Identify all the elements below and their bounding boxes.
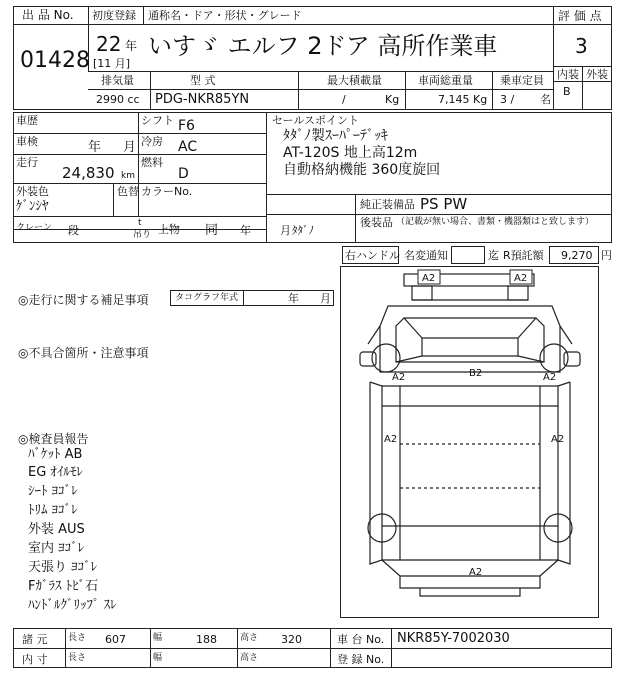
equipment-label: 純正装備品 — [360, 198, 415, 211]
capacity-label: 乗車定員 — [500, 74, 544, 87]
sales-line: AT-120S 地上高12m — [283, 145, 418, 161]
inspector-line: 外装 AUS — [28, 522, 85, 537]
inspector-line: ｼｰﾄ ﾖｺﾞﾚ — [28, 484, 78, 499]
aftermarket-label: 後装品 — [360, 216, 393, 229]
sales-line: 自動格納機能 360度旋回 — [283, 162, 441, 178]
sales-line: ﾀﾀﾞﾉ製ｽｰﾊﾟｰﾃﾞｯｷ — [283, 128, 388, 144]
dims-label: 諸 元 — [22, 633, 48, 646]
r-deposit-value: 9,270 — [561, 249, 593, 262]
inspector-line: Fｶﾞﾗｽ ﾄﾋﾞ石 — [28, 579, 99, 594]
inspection-month-unit: 月 — [123, 140, 137, 155]
history-label: 車歴 — [16, 114, 38, 127]
crane-label: クレーン — [16, 223, 52, 233]
aftermarket-note: （記載が無い場合、書類・機器類はと致します） — [396, 217, 595, 227]
interior-grade: B — [563, 85, 571, 98]
capacity-value: 3 / — [500, 93, 515, 106]
width-value: 188 — [196, 633, 217, 646]
registration-label: 登 録 No. — [337, 653, 385, 666]
body-year-unit: 年 — [240, 224, 251, 237]
length-label: 長さ — [68, 633, 87, 643]
height-label: 高さ — [240, 633, 259, 643]
truck-outline-diagram — [340, 266, 599, 618]
model-value: PDG-NKR85YN — [155, 92, 250, 107]
lot-no-label: 出 品 No. — [22, 8, 74, 22]
inner-height-label: 高さ — [240, 653, 259, 663]
body-maker: ﾀﾀﾞﾉ — [292, 224, 314, 237]
inspector-line: 天張り ﾖｺﾞﾚ — [28, 560, 98, 575]
chassis-label: 車 台 No. — [337, 633, 385, 646]
grade-score: 3 — [575, 34, 588, 58]
ac-label: 冷房 — [141, 135, 163, 148]
length-value: 607 — [105, 633, 126, 646]
capacity-unit: 名 — [540, 93, 551, 106]
body-value: 同 — [205, 223, 219, 238]
inspector-line: EG ｵｲﾙﾓﾚ — [28, 465, 83, 480]
defects-title: ◎不具合箇所・注意事項 — [18, 346, 149, 360]
tacho-month-unit: 月 — [320, 292, 331, 305]
color-change-label: 色替 — [117, 185, 139, 198]
exterior-color-label: 外装色 — [16, 185, 49, 198]
grade-label: 評 価 点 — [558, 9, 602, 23]
first-reg-year: 22 — [96, 32, 122, 56]
gross-weight-value: 7,145 Kg — [438, 93, 488, 106]
inner-length-label: 長さ — [68, 653, 87, 663]
body-month-unit: 月 — [280, 224, 291, 237]
first-reg-month: [11 月] — [93, 57, 131, 70]
driving-notes-title: ◎走行に関する補足事項 — [18, 293, 149, 307]
vehicle-name: いすゞ エルフ 2ドア 高所作業車 — [148, 32, 498, 60]
damage-mark: A2 — [514, 273, 528, 284]
height-value: 320 — [281, 633, 302, 646]
fuel-value: D — [178, 166, 189, 182]
deadline-label: 迄 — [488, 249, 499, 262]
sales-title: セールスポイント — [272, 114, 360, 127]
fuel-label: 燃料 — [141, 156, 163, 169]
tacho-year-unit: 年 — [288, 292, 299, 305]
first-reg-year-unit: 年 — [125, 39, 138, 53]
exterior-color-value: ｹﾞﾝｼﾔ — [16, 199, 49, 214]
exterior-label: 外装 — [586, 68, 608, 81]
damage-mark: A2 — [392, 372, 406, 383]
damage-mark: A2 — [384, 434, 398, 445]
mileage-unit: km — [121, 171, 135, 181]
displacement-value: 2990 cc — [96, 93, 140, 106]
mileage-label: 走行 — [16, 156, 38, 169]
inner-width-label: 幅 — [153, 653, 163, 663]
model-label: 型 式 — [190, 74, 216, 87]
name-change-box — [451, 246, 485, 264]
damage-mark: A2 — [543, 372, 557, 383]
width-label: 幅 — [153, 633, 163, 643]
inspector-line: ﾊﾝﾄﾞﾙｸﾞﾘｯﾌﾟ ｽﾚ — [28, 598, 117, 613]
interior-label: 内装 — [557, 68, 579, 81]
model-desc-label: 通称名・ドア・形状・グレード — [148, 9, 302, 22]
damage-mark: A2 — [422, 273, 436, 284]
damage-mark: A2 — [469, 567, 483, 578]
mileage-value: 24,830 — [62, 164, 115, 182]
crane-lift-t: t — [138, 218, 142, 228]
r-deposit-label: R預託額 — [503, 249, 544, 262]
r-deposit-unit: 円 — [601, 249, 612, 262]
chassis-value: NKR85Y-7002030 — [397, 631, 510, 646]
first-reg-label: 初度登録 — [92, 9, 136, 22]
gross-weight-label: 車両総重量 — [418, 74, 473, 87]
inspection-year-unit: 年 — [88, 140, 102, 155]
rhd-label: 右ハンドル — [345, 249, 400, 262]
crane-lift-label: 吊り — [133, 230, 152, 240]
max-load-label: 最大積載量 — [327, 74, 382, 87]
inspector-line: 室内 ﾖｺﾞﾚ — [28, 541, 85, 556]
max-load-unit: Kg — [385, 93, 400, 106]
equipment-value: PS PW — [420, 195, 468, 213]
max-load-sep: / — [342, 93, 346, 106]
name-change-label: 名変通知 — [404, 249, 448, 262]
damage-mark: A2 — [551, 434, 565, 445]
crane-stage-unit: 段 — [68, 224, 79, 237]
body-label: 上物 — [158, 223, 180, 236]
color-code-label: カラーNo. — [141, 185, 193, 198]
inspection-label: 車検 — [16, 135, 38, 148]
inspector-line: ﾊﾞｹｯﾄ AB — [28, 447, 83, 462]
inner-dims-label: 内 寸 — [22, 653, 48, 666]
inspector-line: ﾄﾘﾑ ﾖｺﾞﾚ — [28, 503, 78, 518]
inspector-title: ◎検査員報告 — [18, 432, 89, 446]
shift-value: F6 — [178, 118, 195, 134]
damage-mark: B2 — [469, 368, 483, 379]
shift-label: シフト — [141, 114, 174, 127]
lot-no: 01428 — [20, 48, 90, 73]
displacement-label: 排気量 — [101, 74, 134, 87]
tacho-label: タコグラフ年式 — [175, 293, 239, 303]
ac-value: AC — [178, 139, 198, 155]
